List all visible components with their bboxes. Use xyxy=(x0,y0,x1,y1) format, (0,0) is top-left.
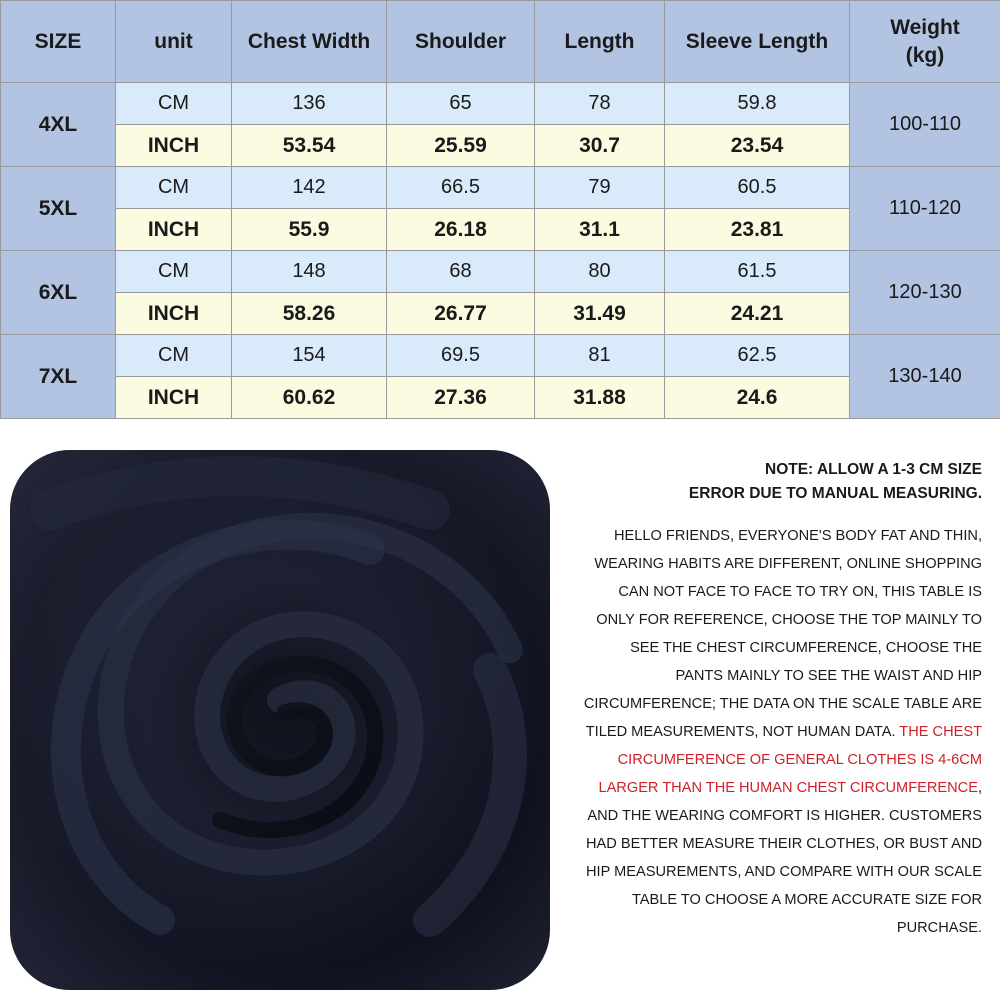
note-body xyxy=(582,522,982,942)
header-chest-width: Chest Width xyxy=(232,1,387,83)
table-body xyxy=(1,83,1000,419)
shoulder-cell: 26.77 xyxy=(387,293,535,335)
length-cell: 31.49 xyxy=(535,293,665,335)
note-title-line-1: NOTE: ALLOW A 1-3 CM SIZE xyxy=(765,461,982,478)
table-header-row xyxy=(1,1,1000,83)
size-cell: 4XL xyxy=(1,83,116,167)
chest-cell: 60.62 xyxy=(232,377,387,419)
size-chart-table xyxy=(0,0,1000,419)
note-title xyxy=(582,458,982,506)
unit-cell: INCH xyxy=(116,377,232,419)
weight-cell: 120-130 xyxy=(850,251,1000,335)
sleeve-cell: 62.5 xyxy=(665,335,850,377)
unit-cell: INCH xyxy=(116,293,232,335)
chest-cell: 142 xyxy=(232,167,387,209)
weight-cell: 110-120 xyxy=(850,167,1000,251)
unit-cell: INCH xyxy=(116,209,232,251)
shoulder-cell: 26.18 xyxy=(387,209,535,251)
header-unit: unit xyxy=(116,1,232,83)
weight-cell: 100-110 xyxy=(850,83,1000,167)
length-cell: 81 xyxy=(535,335,665,377)
length-cell: 30.7 xyxy=(535,125,665,167)
note-body-highlight: THE CHEST CIRCUMFERENCE OF GENERAL CLOTHES IS 4-6CM LARGER THAN THE HUMAN CHEST CIRCUMFERENCE xyxy=(598,724,982,796)
chest-cell: 53.54 xyxy=(232,125,387,167)
table-row-7xl-cm xyxy=(1,335,1000,377)
weight-cell: 130-140 xyxy=(850,335,1000,419)
note-title-line-2: ERROR DUE TO MANUAL MEASURING. xyxy=(688,485,982,502)
header-weight-unit: (kg) xyxy=(905,43,945,67)
unit-cell: CM xyxy=(116,251,232,293)
size-cell: 7XL xyxy=(1,335,116,419)
chest-cell: 55.9 xyxy=(232,209,387,251)
header-shoulder: Shoulder xyxy=(387,1,535,83)
length-cell: 80 xyxy=(535,251,665,293)
table-row-4xl-cm xyxy=(1,83,1000,125)
shoulder-cell: 66.5 xyxy=(387,167,535,209)
sleeve-cell: 60.5 xyxy=(665,167,850,209)
fabric-image xyxy=(10,450,550,990)
note-body-text: HELLO FRIENDS, EVERYONE'S BODY FAT AND THIN, WEARING HABITS ARE DIFFERENT, ONLINE SHOPPING CAN NOT FACE TO FACE TO TRY ON, THIS TABLE IS ONLY FOR REFERENCE, CHOOSE THE TOP MAINLY TO SEE THE CHEST CIRCUMFERENCE, CHOOSE THE PANTS MAINLY TO SEE THE WAIST AND HIP CIRCUMFERENCE; THE DATA ON THE SCALE TABLE ARE TILED MEASUREMENTS, NOT HUMAN DATA. xyxy=(583,528,982,740)
size-note-panel xyxy=(582,458,982,942)
shoulder-cell: 65 xyxy=(387,83,535,125)
unit-cell: INCH xyxy=(116,125,232,167)
note-body-text-end: , AND THE WEARING COMFORT IS HIGHER. CUSTOMERS HAD BETTER MEASURE THEIR CLOTHES, OR BUST AND HIP MEASUREMENTS, AND COMPARE WITH OUR SCALE TABLE TO CHOOSE A MORE ACCURATE SIZE FOR PURCHASE. xyxy=(586,780,982,936)
size-cell: 5XL xyxy=(1,167,116,251)
unit-cell: CM xyxy=(116,335,232,377)
sleeve-cell: 61.5 xyxy=(665,251,850,293)
table-row-5xl-cm xyxy=(1,167,1000,209)
header-sleeve-length: Sleeve Length xyxy=(665,1,850,83)
length-cell: 31.88 xyxy=(535,377,665,419)
chest-cell: 148 xyxy=(232,251,387,293)
shoulder-cell: 27.36 xyxy=(387,377,535,419)
shoulder-cell: 69.5 xyxy=(387,335,535,377)
shoulder-cell: 25.59 xyxy=(387,125,535,167)
sleeve-cell: 59.8 xyxy=(665,83,850,125)
chest-cell: 136 xyxy=(232,83,387,125)
sleeve-cell: 23.54 xyxy=(665,125,850,167)
header-size: SIZE xyxy=(1,1,116,83)
length-cell: 31.1 xyxy=(535,209,665,251)
table-row-6xl-cm xyxy=(1,251,1000,293)
chest-cell: 58.26 xyxy=(232,293,387,335)
header-length: Length xyxy=(535,1,665,83)
header-weight xyxy=(850,1,1000,83)
length-cell: 78 xyxy=(535,83,665,125)
fabric-swirl-photo xyxy=(10,450,550,990)
chest-cell: 154 xyxy=(232,335,387,377)
header-weight-label: Weight xyxy=(890,15,960,39)
size-cell: 6XL xyxy=(1,251,116,335)
unit-cell: CM xyxy=(116,83,232,125)
sleeve-cell: 23.81 xyxy=(665,209,850,251)
sleeve-cell: 24.21 xyxy=(665,293,850,335)
sleeve-cell: 24.6 xyxy=(665,377,850,419)
shoulder-cell: 68 xyxy=(387,251,535,293)
unit-cell: CM xyxy=(116,167,232,209)
length-cell: 79 xyxy=(535,167,665,209)
